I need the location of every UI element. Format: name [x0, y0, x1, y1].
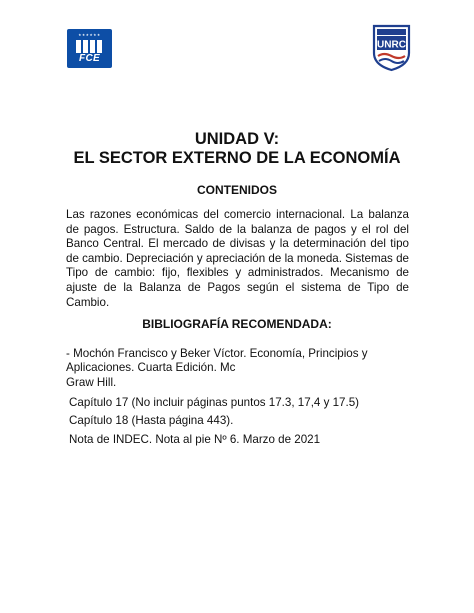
- unit-subtitle: EL SECTOR EXTERNO DE LA ECONOMÍA: [73, 149, 401, 167]
- unrc-logo: [372, 23, 411, 72]
- contenidos-heading: CONTENIDOS: [196, 183, 277, 197]
- bibliography-entry: Capítulo 18 (Hasta página 443).: [69, 414, 234, 427]
- contenidos-paragraph: Las razones económicas del comercio internacional. La balanza de pagos. Estructura. Saldo de la balanza de pagos y el rol del Banco Central. El mercado de divisas y la determinación del tipo de cambio. Depreciación y apreciación de la moneda. Sistemas de Tipo de cambio: fijo, flexibles y administrados. Mecanismo de ajuste de la Balanza de Pagos según el sistema de Tipo de Cambio.: [66, 208, 409, 309]
- bibliography-entry: Capítulo 17 (No incluir páginas puntos 17.3, 17,4 y 17.5): [69, 396, 360, 409]
- fce-logo-stars: ★★★★★★: [78, 33, 101, 37]
- fce-logo-pillars: [76, 40, 103, 53]
- fce-logo-text: FCE: [79, 53, 100, 64]
- bibliography-entry: - Mochón Francisco y Beker Víctor. Economía, Principios y Aplicaciones. Cuarta Edición. Mc Graw Hill.: [66, 347, 368, 389]
- unit-title: UNIDAD V:: [194, 130, 280, 148]
- bibliografia-heading: BIBLIOGRAFÍA RECOMENDADA:: [142, 317, 332, 331]
- unrc-logo-text: UNRC: [377, 39, 406, 51]
- bibliography-entry: Nota de INDEC. Nota al pie Nº 6. Marzo de 2021: [69, 433, 321, 446]
- fce-logo: [67, 29, 112, 68]
